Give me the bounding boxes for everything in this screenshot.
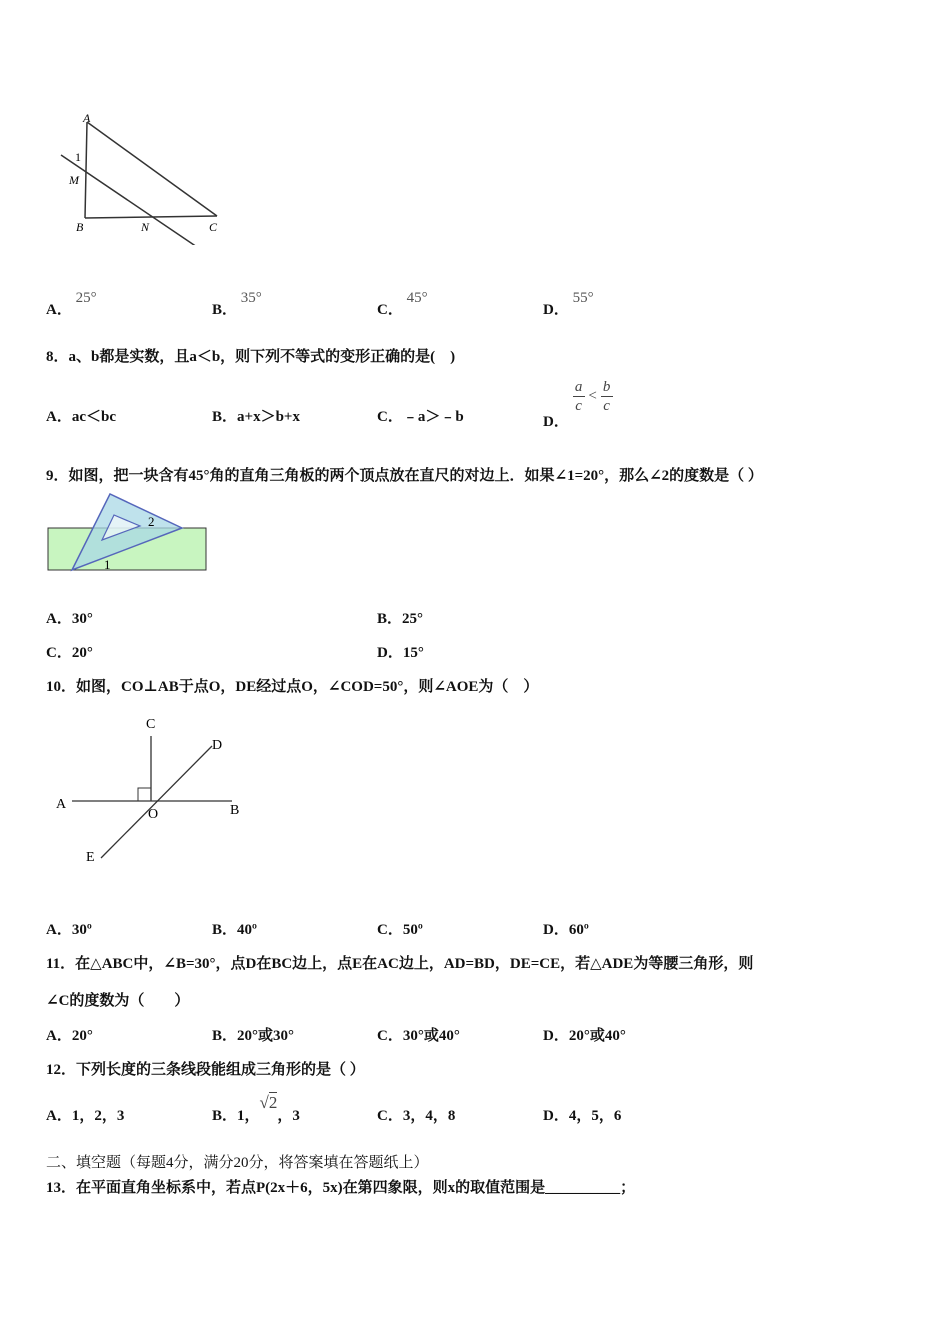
q12-option-b[interactable]: B．1，√2，3 <box>212 1093 300 1124</box>
q8-option-c[interactable]: C．﹣a＞﹣b <box>377 409 464 425</box>
q9-option-b[interactable]: B．25° <box>377 611 424 627</box>
q7-label-c: C <box>209 220 218 234</box>
q10-stem: 10．如图，CO⊥AB于点O，DE经过点O，∠COD=50°，则∠AOE为（ ） <box>46 679 539 695</box>
q10-label-b: B <box>230 803 240 818</box>
q12-option-c[interactable]: C．3，4，8 <box>377 1108 456 1124</box>
q9-option-c[interactable]: C．20° <box>46 645 93 661</box>
q7-label-n: N <box>141 220 150 234</box>
q12-stem: 12．下列长度的三条线段能组成三角形的是（ ） <box>46 1062 365 1078</box>
q7-line-ac <box>87 122 217 216</box>
q11-stem-line2: ∠C的度数为（ ） <box>46 993 190 1009</box>
q11-option-b[interactable]: B．20°或30° <box>212 1028 295 1044</box>
q7-label-a: A <box>83 111 91 125</box>
q10-label-c: C <box>146 717 156 732</box>
q8-option-b[interactable]: B．a+x＞b+x <box>212 409 300 425</box>
q10-option-a[interactable]: A．30º <box>46 922 92 938</box>
q9-ruler-triangle-figure <box>44 490 214 575</box>
q12-option-d[interactable]: D．4，5，6 <box>543 1108 622 1124</box>
q7-option-d-value: 55° <box>572 290 594 306</box>
q7-option-b[interactable]: B． 35° <box>212 290 262 318</box>
section-2-title: 二、填空题（每题4分，满分20分，将答案填在答题纸上） <box>46 1155 429 1171</box>
q7-line-ab <box>85 122 87 218</box>
q8-option-a[interactable]: A．ac＜bc <box>46 409 117 425</box>
q10-option-d[interactable]: D．60º <box>543 922 589 938</box>
q10-label-e: E <box>86 850 95 865</box>
q9-label-1: 1 <box>104 557 111 572</box>
sqrt-icon: √2 <box>259 1093 278 1112</box>
q8-frac-a-c: $\frac{a}{c}$ <box>573 379 585 414</box>
q7-triangle-figure <box>55 110 235 245</box>
q8-stem: 8．a、b都是实数，且a＜b，则下列不等式的变形正确的是( ) <box>46 349 456 365</box>
q7-option-a-value: 25° <box>75 290 97 306</box>
q11-option-a[interactable]: A．20° <box>46 1028 93 1044</box>
q9-stem: 9．如图，把一块含有45°角的直角三角板的两个顶点放在直尺的对边上．如果∠1=20°，那么∠2的度数是（ ） <box>46 468 763 484</box>
q8-less-than: < <box>588 388 597 404</box>
q7-label-b: B <box>76 220 84 234</box>
q8-frac-b-c: $\frac{b}{c}$ <box>601 379 613 414</box>
q11-option-d[interactable]: D．20°或40° <box>543 1028 626 1044</box>
q10-right-angle-mark <box>138 788 151 801</box>
q7-option-a[interactable]: A． 25° <box>46 290 97 318</box>
q11-stem-line1: 11．在△ABC中，∠B=30°，点D在BC边上，点E在AC边上，AD=BD，DE=CE，若△ADE为等腰三角形，则 <box>46 956 754 972</box>
q10-option-b[interactable]: B．40º <box>212 922 257 938</box>
q13-stem: 13．在平面直角坐标系中，若点P(2x＋6，5x)在第四象限，则x的取值范围是__________； <box>46 1180 636 1196</box>
q7-option-c-value: 45° <box>406 290 428 306</box>
q9-option-d[interactable]: D．15° <box>377 645 424 661</box>
q7-option-d[interactable]: D． 55° <box>543 290 594 318</box>
q9-option-a[interactable]: A．30° <box>46 611 93 627</box>
q7-option-b-value: 35° <box>240 290 262 306</box>
q7-option-c[interactable]: C． 45° <box>377 290 428 318</box>
q12-option-a[interactable]: A．1，2，3 <box>46 1108 125 1124</box>
q10-line-de <box>101 746 212 858</box>
q7-label-1: 1 <box>75 150 81 164</box>
q10-angle-figure <box>50 710 250 870</box>
q7-label-m: M <box>69 173 79 187</box>
q11-option-c[interactable]: C．30°或40° <box>377 1028 460 1044</box>
q10-label-a: A <box>56 797 67 812</box>
q9-label-2: 2 <box>148 514 155 529</box>
q10-option-c[interactable]: C．50º <box>377 922 423 938</box>
q10-label-o: O <box>148 807 159 822</box>
q8-option-d[interactable]: D． $\frac{a}{c}$ < $\frac{b}{c}$ <box>543 379 613 414</box>
q10-label-d: D <box>212 738 223 753</box>
